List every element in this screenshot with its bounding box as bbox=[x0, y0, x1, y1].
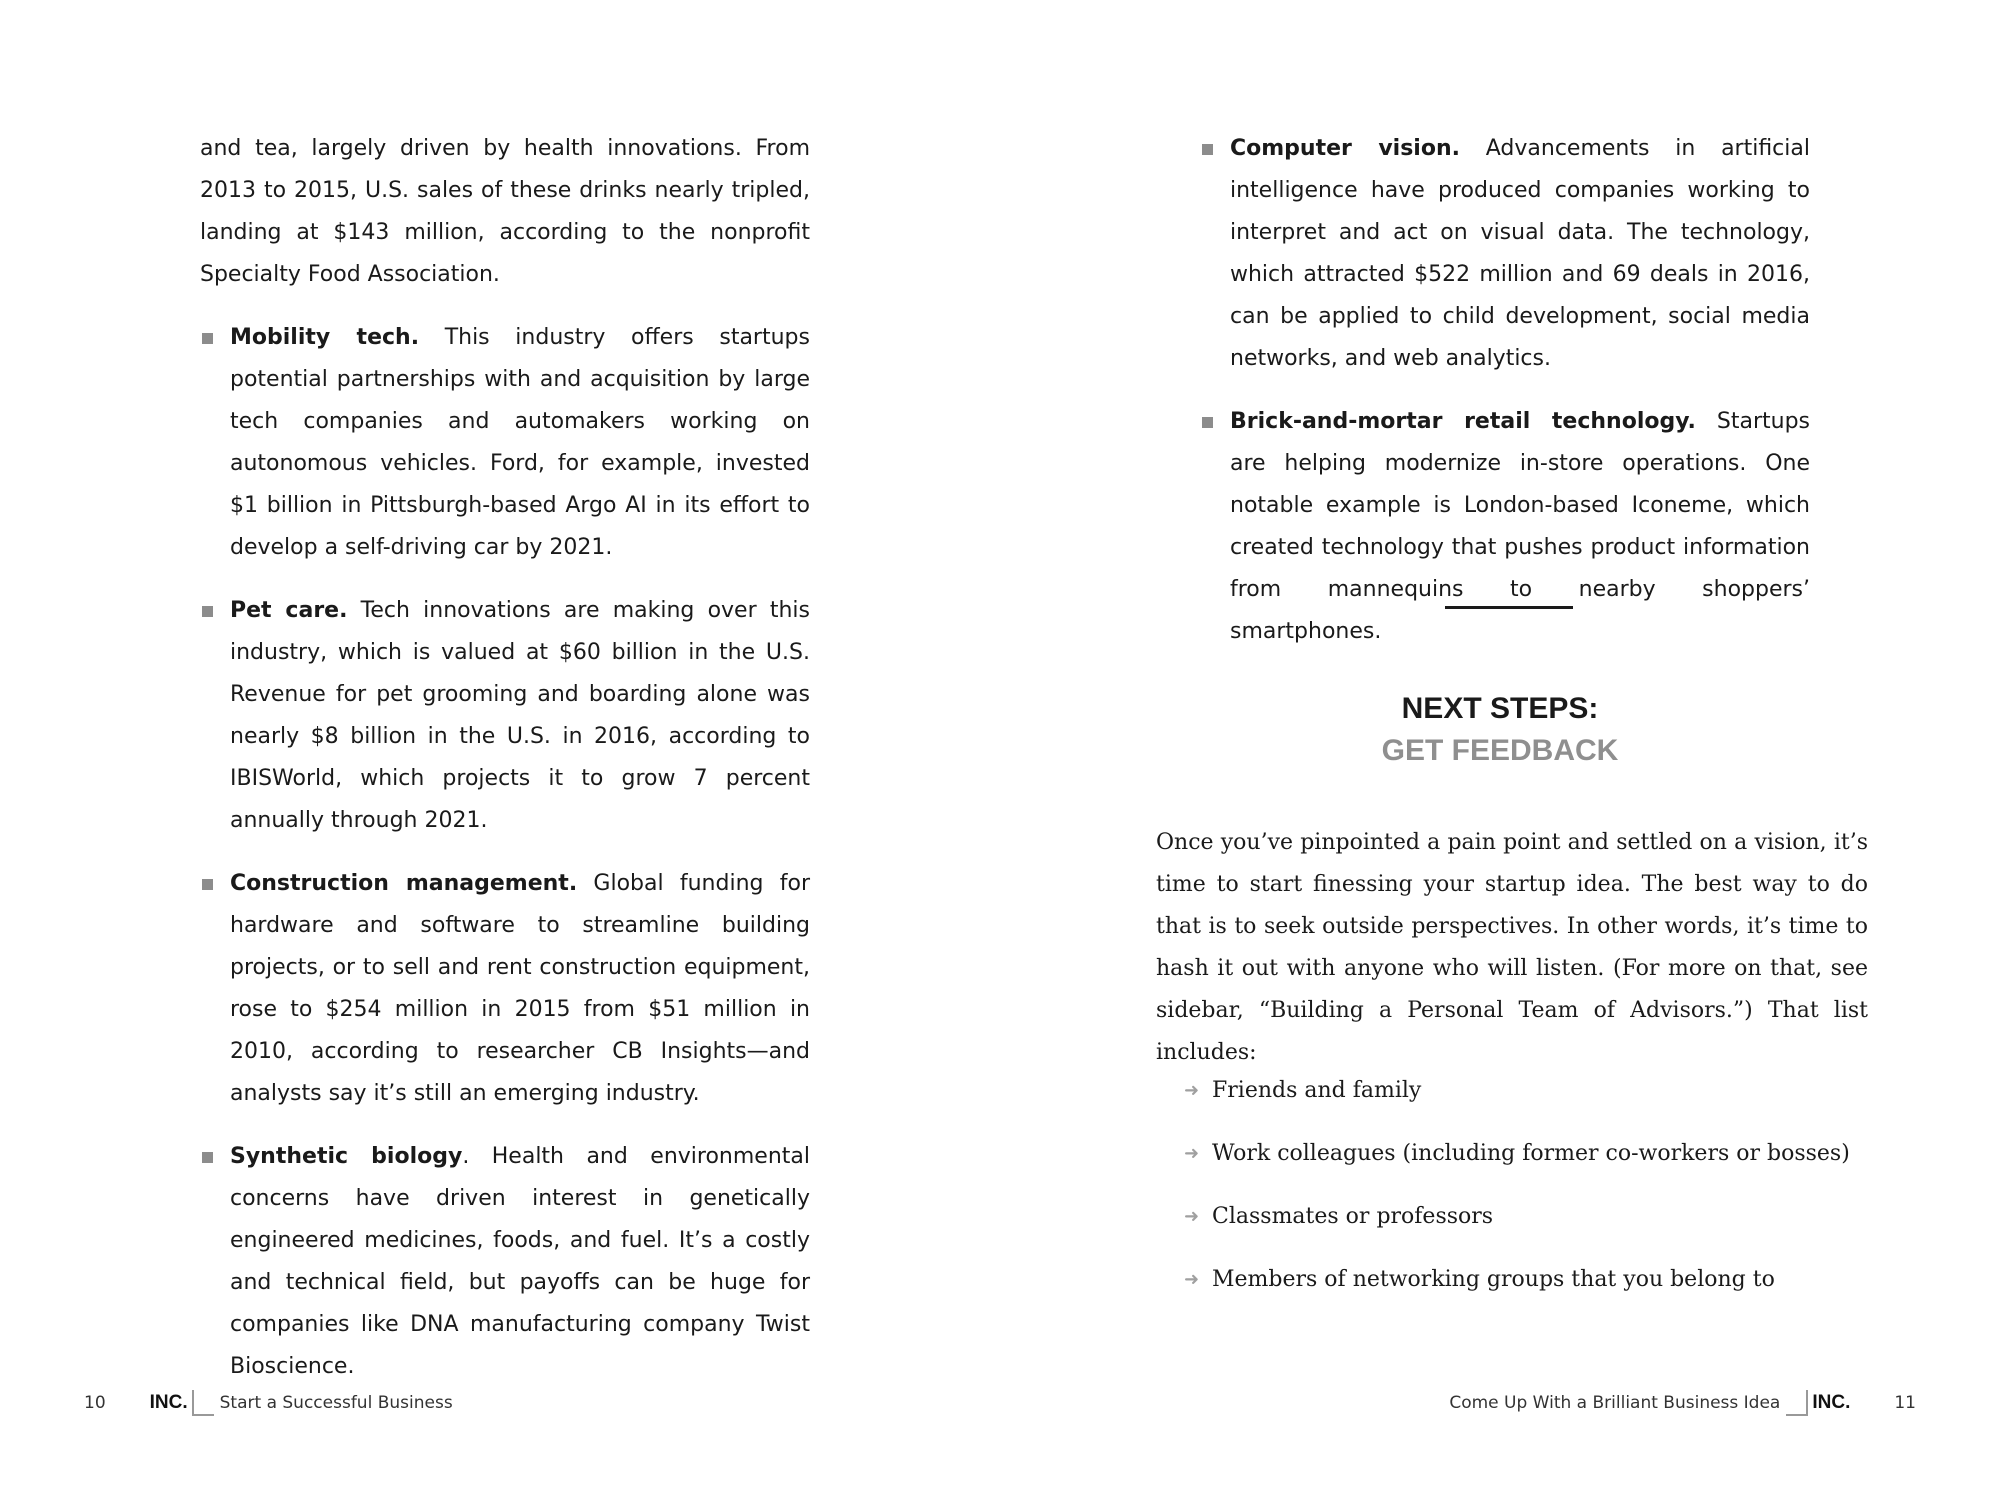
book-title: Start a Successful Business bbox=[219, 1393, 453, 1413]
bullet-lead: Mobility tech. bbox=[230, 325, 420, 350]
bullet-text: . Health and environmental concerns have driven interest in genetically engineered medicines, foods, and fuel. It’s a costly and technical field, but payoffs can be huge for companies like DNA manufacturing company Twist Bioscience. bbox=[230, 1144, 810, 1379]
bullet-pet-care bbox=[230, 590, 810, 842]
bullet-mobility-tech bbox=[230, 317, 810, 569]
bullet-lead: Pet care. bbox=[230, 598, 348, 623]
list-item-text: Work colleagues (including former co-workers or bosses) bbox=[1212, 1141, 1850, 1166]
bullet-text: Global funding for hardware and software to streamline building projects, or to sell and rent construction equipment, rose to $254 million in 2015 from $51 million in 2010, according to researcher CB Insights—and analysts say it’s still an emerging industry. bbox=[230, 871, 810, 1106]
section-divider bbox=[1445, 606, 1573, 609]
book-title: Come Up With a Brilliant Business Idea bbox=[1449, 1393, 1781, 1413]
bullet-synthetic-biology bbox=[230, 1136, 810, 1388]
right-column bbox=[1200, 128, 1810, 674]
arrow-right-icon: ➜ bbox=[1184, 1206, 1200, 1227]
bullet-text: Advancements in artificial intelligence have produced companies working to interpret and act on visual data. The technology, which attracted $522 million and 69 deals in 2016, can be applied to child development, social media networks, and web analytics. bbox=[1230, 136, 1810, 371]
brand-logo: INC. bbox=[1812, 1392, 1851, 1413]
square-bullet-icon bbox=[1202, 144, 1213, 155]
bullet-retail-technology bbox=[1230, 401, 1810, 653]
square-bullet-icon bbox=[1202, 417, 1213, 428]
heading-line-1: NEXT STEPS: bbox=[1401, 692, 1599, 725]
square-bullet-icon bbox=[202, 1152, 213, 1163]
square-bullet-icon bbox=[202, 879, 213, 890]
page-number: 10 bbox=[84, 1393, 106, 1413]
list-item-text: Classmates or professors bbox=[1212, 1204, 1494, 1229]
list-item-text: Friends and family bbox=[1212, 1078, 1422, 1103]
bullet-construction-management bbox=[230, 863, 810, 1115]
body-paragraph: Once you’ve pinpointed a pain point and settled on a vision, it’s time to start finessing your startup idea. The best way to do that is to seek outside perspectives. In other words, it’s time to hash it out with anyone who will listen. (For more on that, see sidebar, “Building a Personal Team of Advisors.”) That list includes: bbox=[1156, 830, 1868, 1065]
square-bullet-icon bbox=[202, 606, 213, 617]
bullet-text: This industry offers startups potential partnerships with and acquisition by large tech companies and automakers working on autonomous vehicles. Ford, for example, invested $1 billion in Pittsburgh-based Argo AI in its effort to develop a self-driving car by 2021. bbox=[230, 325, 810, 560]
logo-bracket bbox=[192, 1390, 214, 1416]
intro-paragraph: and tea, largely driven by health innovations. From 2013 to 2015, U.S. sales of these drinks nearly tripled, landing at $143 million, according to the nonprofit Specialty Food Association. bbox=[200, 136, 810, 287]
left-column bbox=[200, 128, 810, 1409]
bullet-text: Tech innovations are making over this industry, which is valued at $60 billion in the U.S. Revenue for pet grooming and boarding alone was nearly $8 billion in the U.S. in 2016, according to IBISWorld, which projects it to grow 7 percent annually through 2021. bbox=[230, 598, 810, 833]
section-heading bbox=[1000, 688, 2000, 772]
right-footer bbox=[1449, 1388, 1916, 1418]
list-item bbox=[1184, 1070, 1864, 1112]
arrow-right-icon: ➜ bbox=[1184, 1080, 1200, 1101]
list-item-text: Members of networking groups that you belong to bbox=[1212, 1267, 1775, 1292]
brand-logo: INC. bbox=[149, 1392, 188, 1413]
heading-line-2: GET FEEDBACK bbox=[1381, 734, 1619, 767]
square-bullet-icon bbox=[202, 333, 213, 344]
page-number: 11 bbox=[1894, 1393, 1916, 1413]
list-item bbox=[1184, 1133, 1864, 1175]
bullet-text: Startups are helping modernize in-store operations. One notable example is London-based Iconeme, which created technology that pushes product information from mannequins to nearby shoppers’ smartphones. bbox=[1230, 409, 1810, 644]
bullet-computer-vision bbox=[1230, 128, 1810, 380]
bullet-lead: Synthetic biology bbox=[230, 1144, 463, 1169]
arrow-right-icon: ➜ bbox=[1184, 1143, 1200, 1164]
bullet-lead: Construction management. bbox=[230, 871, 578, 896]
bullet-lead: Computer vision. bbox=[1230, 136, 1460, 161]
logo-bracket bbox=[1786, 1390, 1808, 1416]
feedback-list bbox=[1184, 1070, 1864, 1322]
left-footer bbox=[84, 1388, 453, 1418]
list-item bbox=[1184, 1196, 1864, 1238]
bullet-lead: Brick-and-mortar retail technology. bbox=[1230, 409, 1696, 434]
arrow-right-icon: ➜ bbox=[1184, 1269, 1200, 1290]
list-item bbox=[1184, 1259, 1864, 1301]
right-page bbox=[1000, 0, 2000, 1500]
